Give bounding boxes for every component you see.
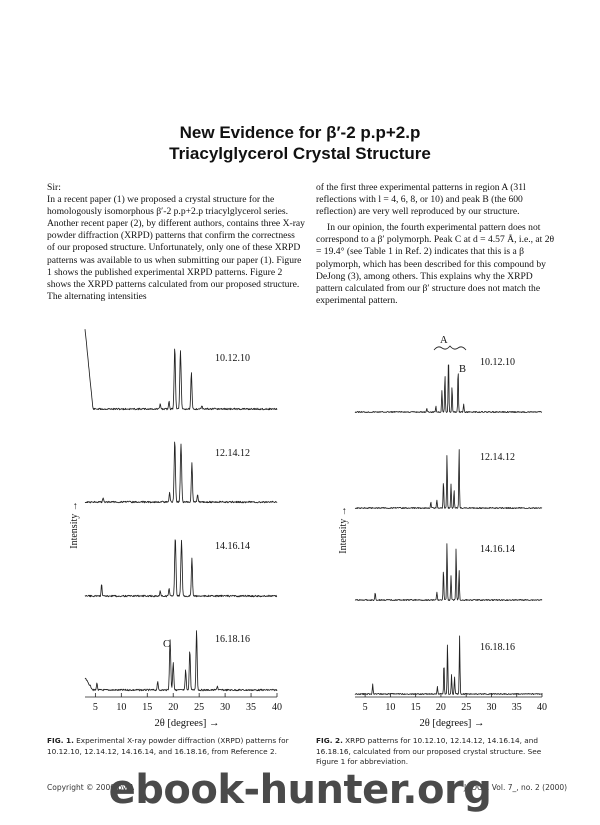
fig2-tick-label: 10 [385, 702, 396, 713]
fig2-tick-label: 30 [486, 702, 497, 713]
fig2-series-label-4: 16.18.16 [480, 642, 515, 653]
fig1-tick-label: 25 [194, 702, 205, 713]
fig2-tick-label: 40 [537, 702, 547, 713]
body-paragraph-3: In our opinion, the fourth experimental pattern does not correspond to a β′ polymorph. Peak C at d = 4.57 Å, i.e., at 2θ = 19.4° (see Table 1 in Ref. 2) indicates that this is a β polymorph, which has been described for this compound by DeJong (3), among others. This explains why the XRPD pattern calculated from our β′ structure does not match the experimental pattern. [316, 222, 555, 306]
title-line-2: Triacylglycerol Crystal Structure [169, 144, 431, 163]
fig1-tick-label: 35 [246, 702, 257, 713]
figure-2-chart [330, 330, 570, 730]
fig2-series-label-2: 12.14.12 [480, 452, 515, 463]
figure-2-caption [316, 736, 561, 768]
fig2-x-axis-label: 2θ [degrees] → [419, 718, 485, 729]
fig2-tick-label: 15 [410, 702, 421, 713]
figure-2-caption-text: XRPD patterns for 10.12.10, 12.14.12, 14.16.14, and 16.18.16, calculated from our proposed crystal structure. See Figure 1 for abbreviation. [316, 736, 542, 766]
figure-1-chart [55, 325, 295, 730]
salutation: Sir: [47, 182, 61, 193]
figure-1-caption [47, 736, 292, 757]
watermark: ebook-hunter.org [108, 767, 492, 813]
body-right-column [316, 182, 555, 307]
fig1-tick-label: 10 [116, 702, 127, 713]
fig2-tick-label: 5 [362, 702, 368, 713]
fig2-peak-label-b: B [459, 364, 467, 375]
fig1-peak-label-c: C [163, 639, 171, 650]
fig2-series-label-3: 14.16.14 [480, 544, 515, 555]
fig1-trace-1 [85, 329, 277, 410]
fig1-series-label-2: 12.14.12 [215, 448, 250, 459]
figure-1-caption-text: Experimental X-ray powder diffraction (XRPD) patterns for 10.12.10, 12.14.12, 14.16.14, and 16.18.16, from Reference 2. [47, 736, 289, 756]
fig1-tick-label: 40 [272, 702, 282, 713]
fig1-tick-label: 30 [220, 702, 231, 713]
body-paragraph-2: of the first three experimental patterns in region A (31l reflections with l = 4, 6, 8, or 10) and peak B (the 600 reflection) are very well reproduced by our structure. [316, 182, 526, 218]
fig1-series-label-3: 14.16.14 [215, 541, 250, 552]
fig2-tick-label: 25 [461, 702, 472, 713]
fig1-tick-label: 15 [142, 702, 153, 713]
fig1-y-axis-label: Intensity → [69, 501, 80, 549]
body-paragraph-1: In a recent paper (1) we proposed a crystal structure for the homologously isomorphous β′-2 p.p+2.p triacylglycerol series. Another recent paper (2), by different authors, contains three X-ray powder diffraction (XRPD) patterns that confirm the correctness of our proposed structure. Unfortunately, only one of these XRPD patterns was available to us when submitting our paper (1). Figure 1 shows the published experimental XRPD patterns. Figure 2 shows the XRPD patterns calculated from our proposed structure. The alternating intensities [47, 194, 305, 302]
fig2-series-label-1: 10.12.10 [480, 357, 515, 368]
fig1-tick-label: 20 [168, 702, 179, 713]
fig2-y-axis-label: Intensity → [338, 506, 349, 554]
body-left-column [47, 182, 305, 303]
fig1-x-axis-label: 2θ [degrees] → [154, 718, 220, 729]
fig2-trace-1 [355, 365, 542, 413]
article-title [0, 122, 600, 164]
fig1-series-label-1: 10.12.10 [215, 353, 250, 364]
footer-copyright: Copyright © 2000 by A [47, 783, 135, 792]
title-line-1: New Evidence for β′-2 p.p+2.p [179, 123, 421, 142]
fig2-tick-label: 35 [511, 702, 522, 713]
fig2-tick-label: 20 [435, 702, 446, 713]
footer-journal: JAOCS, Vol. 7_, no. 2 (2000) [464, 783, 568, 792]
figure-1-caption-label: FIG. 1. [47, 736, 74, 745]
fig2-region-brace [434, 346, 466, 350]
fig1-tick-label: 5 [92, 702, 98, 713]
fig2-region-label-a: A [440, 335, 448, 346]
figure-2-caption-label: FIG. 2. [316, 736, 343, 745]
fig1-series-label-4: 16.18.16 [215, 634, 250, 645]
